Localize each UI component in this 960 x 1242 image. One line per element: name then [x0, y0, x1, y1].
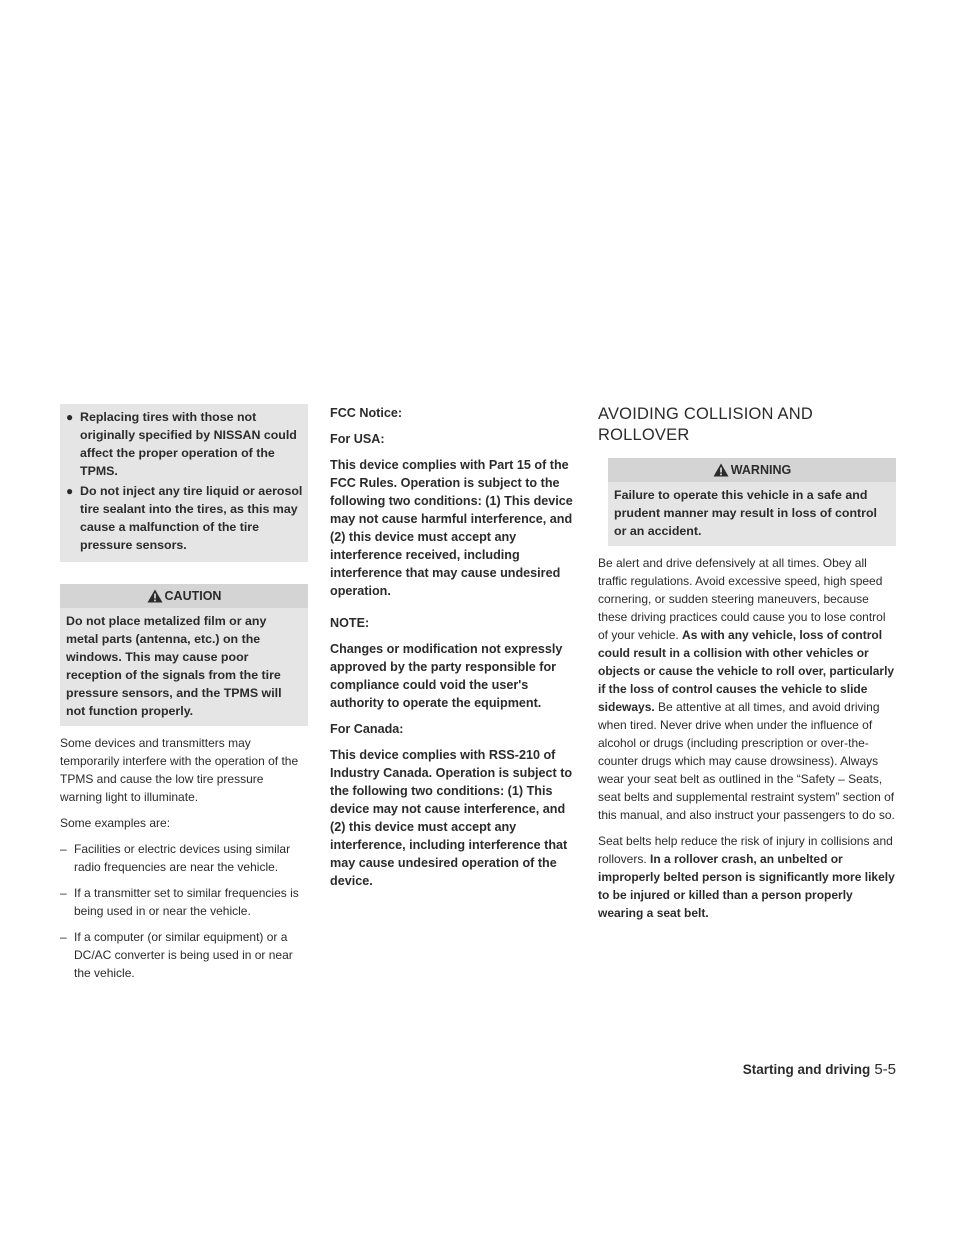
dash-icon: –	[60, 886, 67, 900]
caution-title: CAUTION	[164, 589, 222, 603]
list-item	[60, 840, 308, 876]
bullet-icon: ●	[66, 410, 74, 424]
dash-icon: –	[60, 842, 67, 856]
bullet-icon: ●	[66, 484, 74, 498]
warning-triangle-icon	[713, 463, 729, 477]
caution-header	[60, 584, 308, 608]
list-item-text: If a transmitter set to similar frequencies is being used in or near the vehicle.	[74, 886, 299, 918]
warning-header	[608, 458, 896, 482]
warning-triangle-icon	[147, 589, 163, 603]
usa-text: This device complies with Part 15 of the FCC Rules. Operation is subject to the following two conditions: (1) This device may not cause harmful interference, and (2) this device must accept any interference received, including interference that may cause undesired operation.	[330, 458, 573, 598]
list-item	[66, 482, 304, 554]
column-middle	[330, 404, 580, 898]
paragraph: Some devices and transmitters may temporarily interfere with the operation of the TPMS and cause the low tire pressure warning light to illuminate.	[60, 736, 299, 804]
column-left	[60, 404, 308, 990]
caution-text: Do not place metalized film or any metal parts (antenna, etc.) on the windows. This may cause poor reception of the signals from the tire pressure sensors, and the TPMS will not function properly.	[60, 608, 308, 726]
warning-title: WARNING	[730, 463, 792, 477]
paragraph-text: Be attentive at all times, and avoid driving when tired. Never drive when under the influence of alcohol or drugs (including prescription or over-the-counter drugs which may cause drowsiness). Always wear your seat belt as outlined in the “Safety – Seats, seat belts and supplemental restraint system” section of this manual, and also instruct your passengers to do so.	[598, 700, 895, 822]
fcc-notice-title: FCC Notice:	[330, 406, 403, 420]
note-text: Changes or modification not expressly approved by the party responsible for compliance could void the user's authority to operate the equipment.	[330, 642, 563, 710]
page-footer	[700, 1061, 896, 1078]
paragraph	[598, 554, 896, 824]
paragraph-bold-text: As with any vehicle, loss of control could result in a collision with other vehicles or objects or cause the vehicle to roll over, particularly if the loss of control causes the vehicle to slide sideways.	[598, 628, 895, 714]
caution-box	[60, 584, 308, 726]
usa-title: For USA:	[330, 432, 385, 446]
list-item-text: Facilities or electric devices using similar radio frequencies are near the vehicle.	[74, 842, 291, 874]
canada-title: For Canada:	[330, 722, 404, 736]
bullet-text: Do not inject any tire liquid or aerosol tire sealant into the tires, as this may cause a malfunction of the tire pressure sensors.	[80, 484, 303, 552]
paragraph	[598, 832, 896, 922]
list-item-text: If a computer (or similar equipment) or a DC/AC converter is being used in or near the vehicle.	[74, 930, 293, 980]
list-item	[66, 408, 304, 480]
dash-icon: –	[60, 930, 67, 944]
paragraph: Some examples are:	[60, 816, 171, 830]
page-number: 5-5	[874, 1061, 896, 1078]
paragraph-text: Be alert and drive defensively at all times. Obey all traffic regulations. Avoid excessive speed, high speed cornering, or sudden steering maneuvers, because these driving practices could cause you to lose control of your vehicle.	[598, 556, 886, 642]
list-item	[60, 884, 308, 920]
warning-box	[608, 458, 896, 546]
footer-section-name: Starting and driving	[742, 1062, 871, 1077]
list-item	[60, 928, 308, 982]
paragraph-text: Seat belts help reduce the risk of injury in collisions and rollovers.	[598, 834, 893, 866]
tpms-notes-box	[60, 404, 308, 562]
column-right	[598, 404, 896, 930]
note-title: NOTE:	[330, 616, 370, 630]
section-title: AVOIDING COLLISION AND ROLLOVER	[598, 405, 813, 444]
canada-text: This device complies with RSS-210 of Industry Canada. Operation is subject to the following two conditions: (1) This device may not cause interference, and (2) this device must accept any interference, including interference that may cause undesired operation of the device.	[330, 748, 573, 888]
bullet-text: Replacing tires with those not originally specified by NISSAN could affect the proper operation of the TPMS.	[80, 410, 297, 478]
warning-text: Failure to operate this vehicle in a safe and prudent manner may result in loss of control or an accident.	[608, 482, 896, 546]
paragraph-bold-text: In a rollover crash, an unbelted or improperly belted person is significantly more likely to be injured or killed than a person properly wearing a seat belt.	[598, 852, 895, 920]
